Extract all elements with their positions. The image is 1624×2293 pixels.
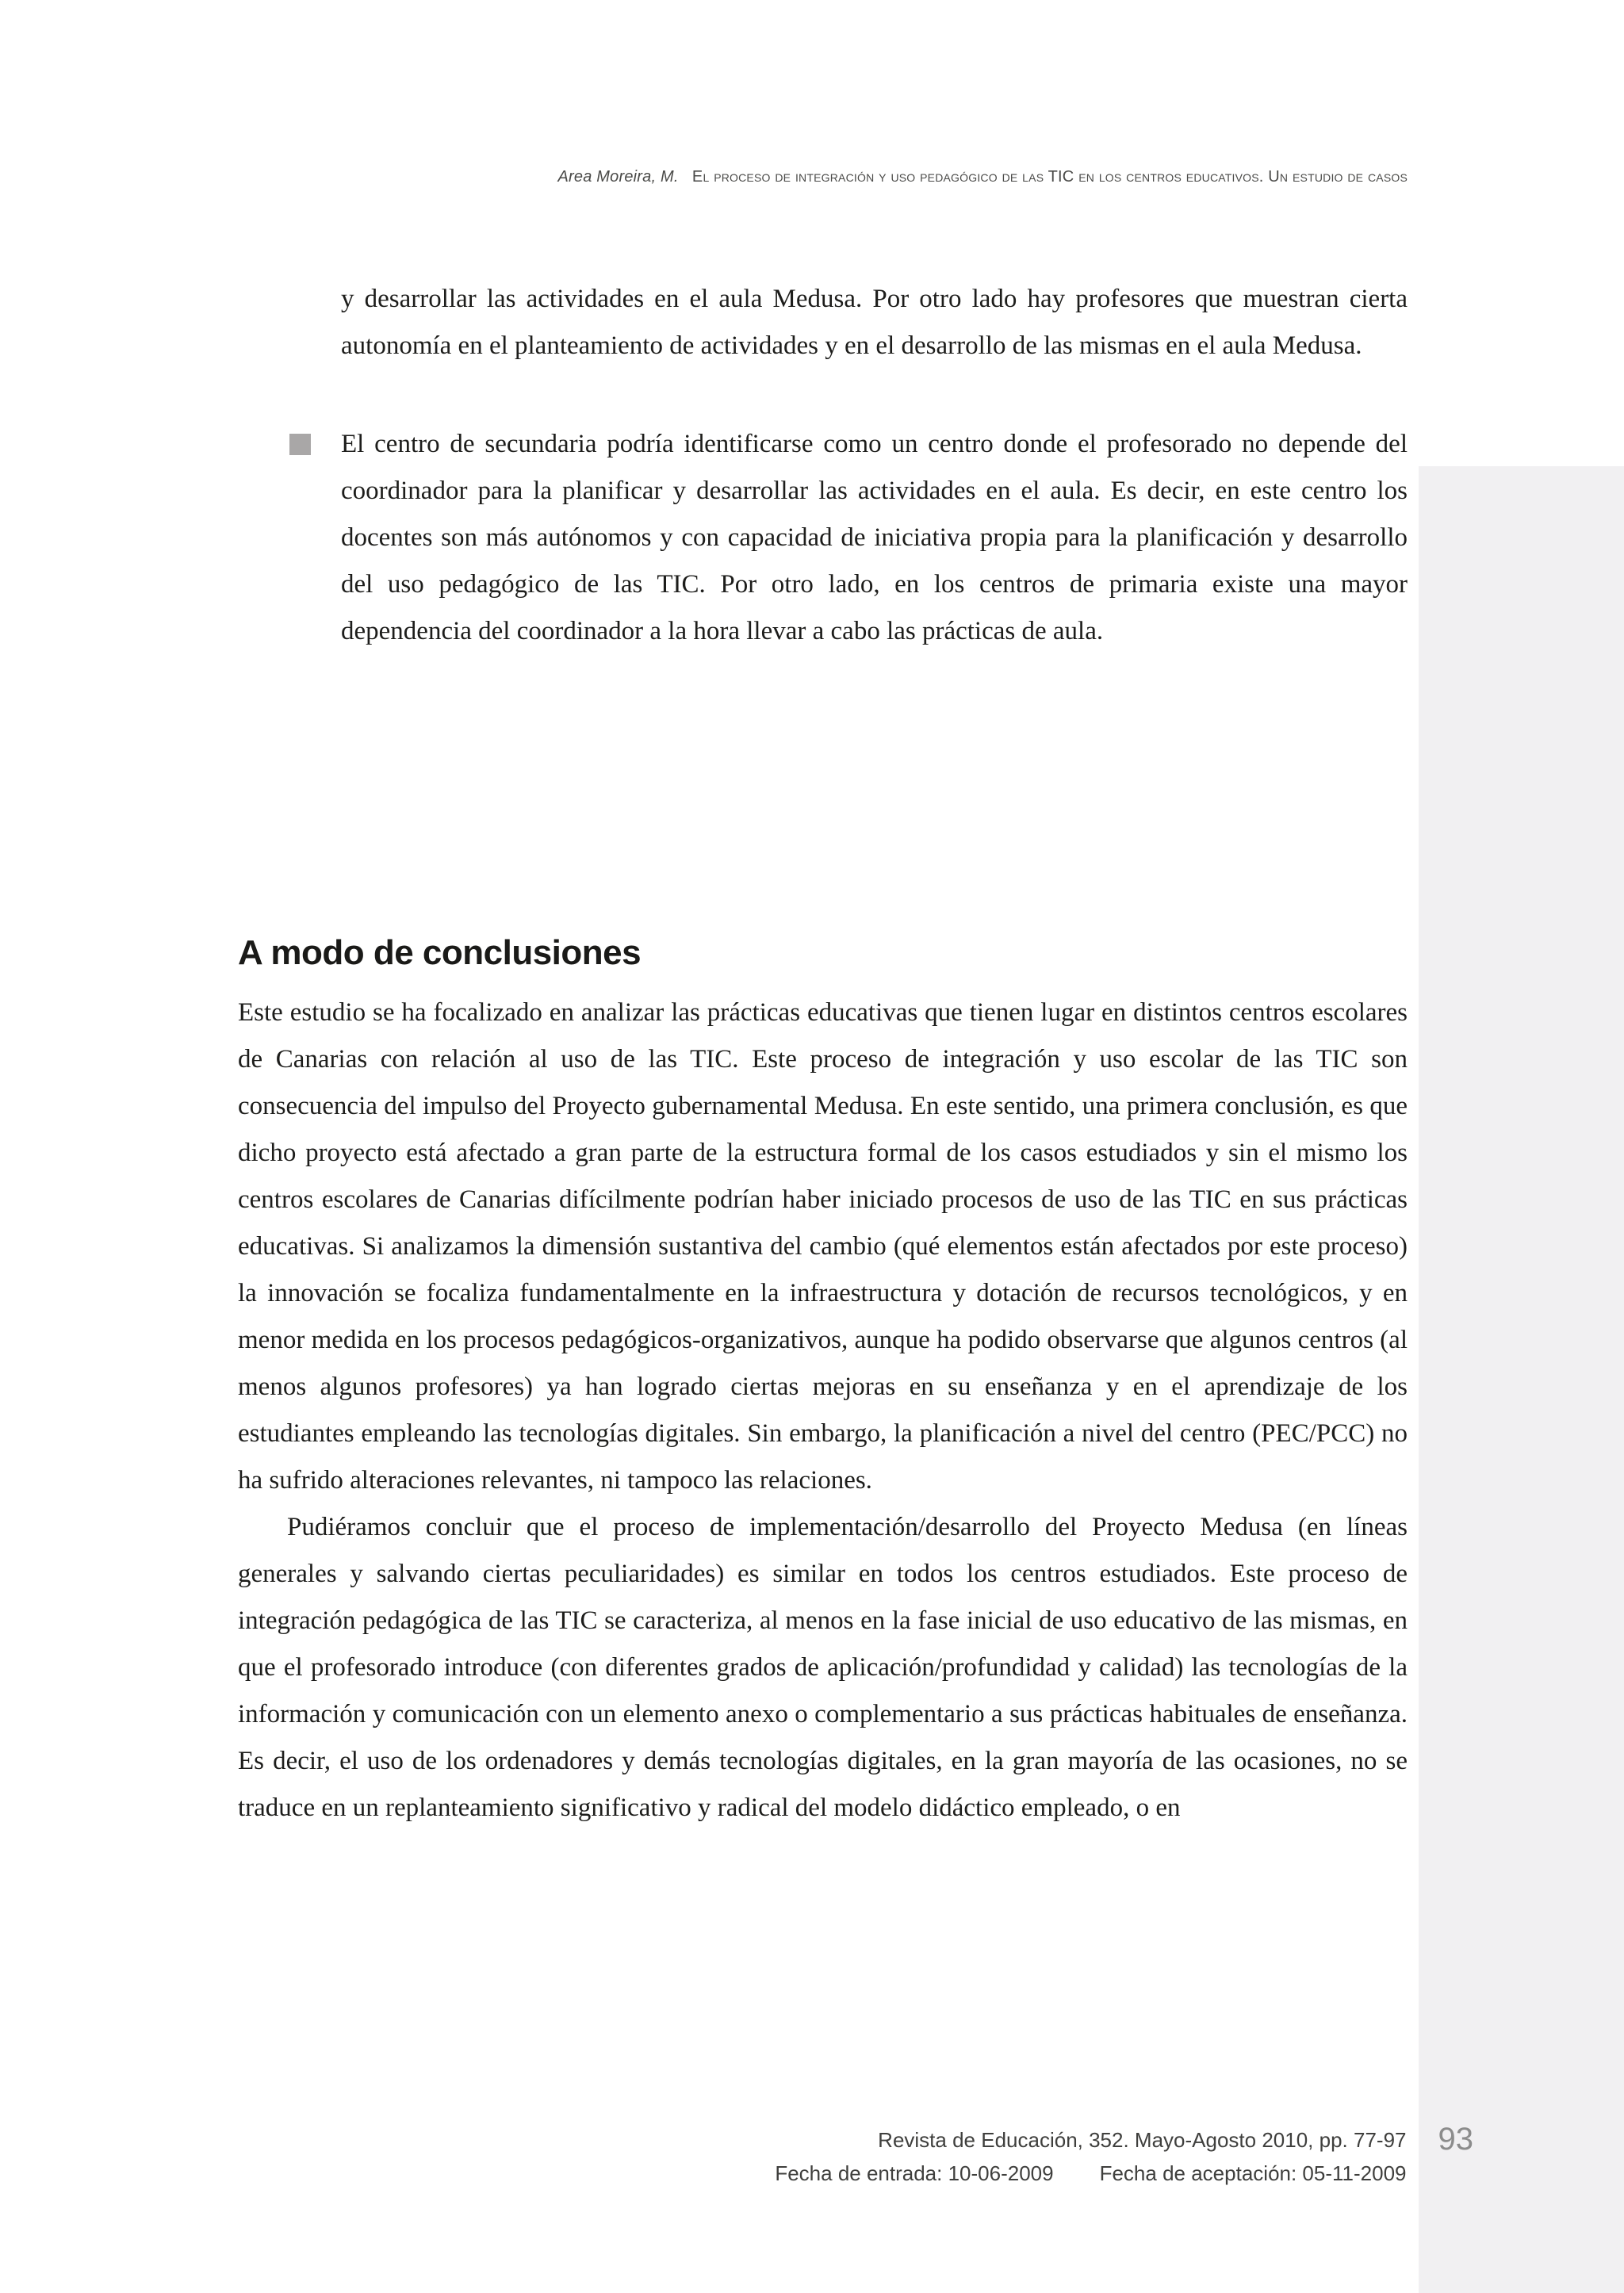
- continuation-paragraph: y desarrollar las actividades en el aula Medusa. Por otro lado hay profesores que muestran cierta autonomía en el planteamiento de actividades y en el desarrollo de las mismas en el aula Medusa.: [341, 285, 1408, 360]
- header-spacer: [683, 168, 688, 186]
- header-article-title: El proceso de integración y uso pedagógico de las TIC en los centros educativos. Un estudio de casos: [691, 168, 1408, 186]
- page-footer: [775, 2123, 1473, 2190]
- journal-reference: Revista de Educación, 352. Mayo-Agosto 2010, pp. 77-97: [878, 2128, 1407, 2152]
- footer-text-block: [775, 2123, 1406, 2190]
- right-margin-band: [1419, 466, 1624, 2293]
- submission-dates: [775, 2157, 1406, 2190]
- running-header: [238, 168, 1408, 186]
- date-accepted: Fecha de aceptación: 05-11-2009: [1099, 2161, 1407, 2185]
- section-heading: A modo de conclusiones: [238, 932, 642, 972]
- paragraph-1: Este estudio se ha focalizado en analizar las prácticas educativas que tienen lugar en distintos centros escolares de Canarias con relación al uso de las TIC. Este proceso de integración y uso escolar de las TIC son consecuencia del impulso del Proyecto gubernamental Medusa. En este sentido, una primera conclusión, es que dicho proyecto está afectado a gran parte de la estructura formal de los casos estudiados y sin el mismo los centros escolares de Canarias difícilmente podrían haber iniciado procesos de uso de las TIC en sus prácticas educativas. Si analizamos la dimensión sustantiva del cambio (qué elementos están afectados por este proceso) la innovación se focaliza fundamentalmente en la infraestructura y dotación de recursos tecnológicos, y en menor medida en los procesos pedagógicos-organizativos, aunque ha podido observarse que algunos centros (al menos algunos profesores) ya han logrado ciertas mejoras en su enseñanza y en el aprendizaje de los estudiantes empleando las tecnologías digitales. Sin embargo, la planificación a nivel del centro (PEC/PCC) no ha sufrido alteraciones relevantes, ni tampoco las relaciones.: [238, 998, 1408, 1495]
- conclusions-body: [238, 990, 1408, 1832]
- paragraph-2: Pudiéramos concluir que el proceso de implementación/desarrollo del Proyecto Medusa (en líneas generales y salvando ciertas peculiaridades) es similar en todos los centros estudiados. Este proceso de integración pedagógica de las TIC se caracteriza, al menos en la fase inicial de uso educativo de las mismas, en que el profesorado introduce (con diferentes grados de aplicación/profundidad y calidad) las tecnologías de la información y comunicación con un elemento anexo o complementario a sus prácticas habituales de enseñanza. Es decir, el uso de los ordenadores y demás tecnologías digitales, en la gran mayoría de las ocasiones, no se traduce en un replanteamiento significativo y radical del modelo didáctico empleado, o en: [238, 1513, 1408, 1822]
- date-received: Fecha de entrada: 10-06-2009: [775, 2161, 1054, 2185]
- page-number: 93: [1438, 2122, 1473, 2157]
- bullet-item-text: El centro de secundaria podría identificarse como un centro donde el profesorado no depende del coordinador para la planificar y desarrollar las actividades en el aula. Es decir, en este centro los docentes son más autónomos y con capacidad de iniciativa propia para la planificación y desarrollo del uso pedagógico de las TIC. Por otro lado, en los centros de primaria existe una mayor dependencia del coordinador a la hora llevar a cabo las prácticas de aula.: [341, 430, 1408, 645]
- header-author: Area Moreira, M.: [557, 168, 679, 186]
- bullet-list-item: [289, 421, 1408, 655]
- square-bullet-icon: [289, 434, 311, 455]
